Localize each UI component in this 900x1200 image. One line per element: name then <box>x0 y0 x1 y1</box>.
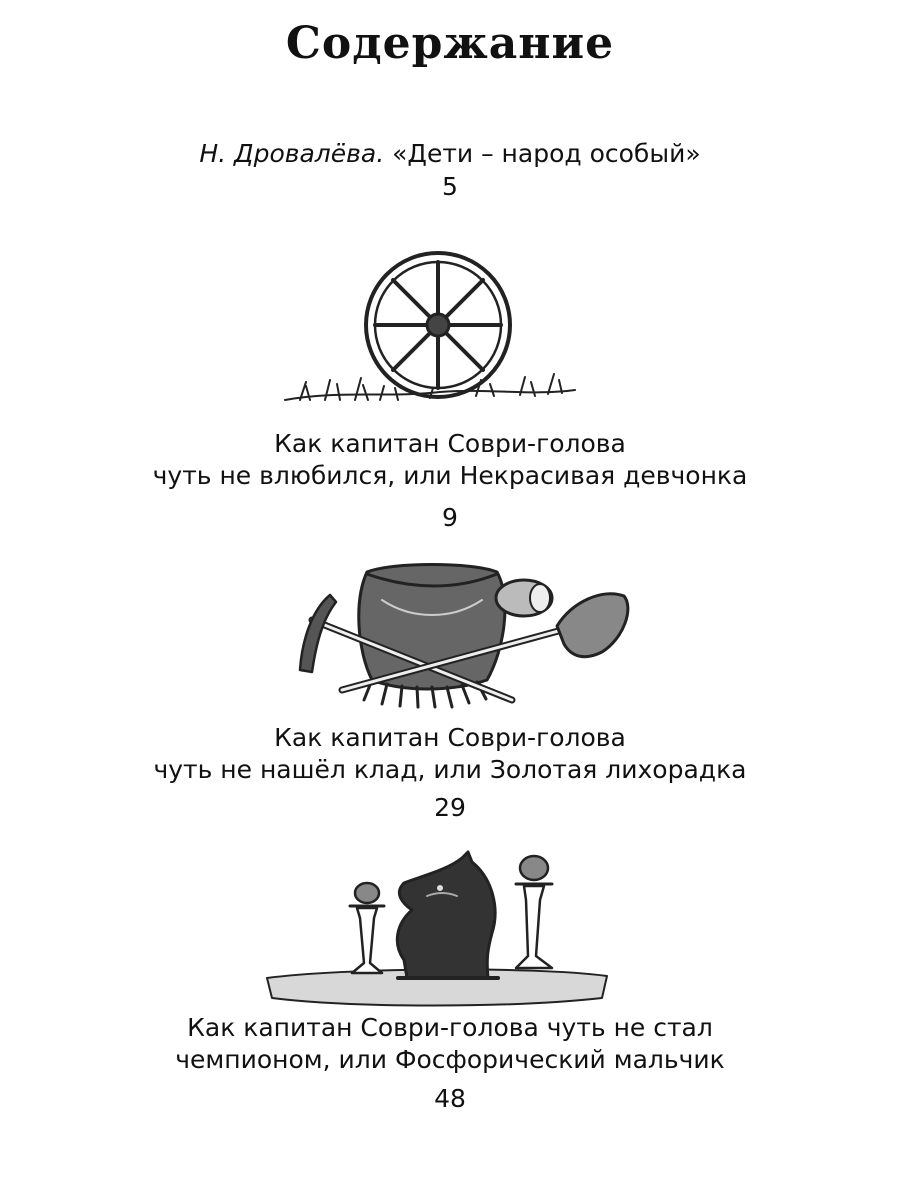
toc-entry-chapter-3[interactable] <box>0 1012 900 1076</box>
entry-page-number: 29 <box>434 793 466 822</box>
toc-entry-chapter-2[interactable] <box>0 722 900 786</box>
toc-entry-foreword[interactable] <box>0 138 900 170</box>
toc-entry-chapter-1[interactable] <box>0 428 900 492</box>
entry-title-line-2: чемпионом, или Фосфорический мальчик <box>175 1045 725 1074</box>
entry-title: «Дети – народ особый» <box>392 139 701 168</box>
entry-author: Н. Дровалёва. <box>199 139 385 168</box>
entry-page-number: 9 <box>442 503 458 532</box>
entry-title-line-2: чуть не нашёл клад, или Золотая лихорадка <box>153 755 747 784</box>
page-title: Содержание <box>285 18 615 69</box>
entry-page-number: 5 <box>442 172 458 201</box>
entry-title-line-1: Как капитан Соври-голова <box>274 723 626 752</box>
entry-title-line-2: чуть не влюбился, или Некрасивая девчонка <box>152 461 748 490</box>
wagon-wheel-icon <box>280 250 580 420</box>
entry-title-line-1: Как капитан Соври-голова <box>274 429 626 458</box>
entry-title-line-1: Как капитан Соври-голова чуть не стал <box>187 1013 713 1042</box>
pickaxe-shovel-sack-icon <box>272 560 642 710</box>
entry-page-number: 48 <box>434 1084 466 1113</box>
chess-pieces-icon <box>262 848 612 1008</box>
